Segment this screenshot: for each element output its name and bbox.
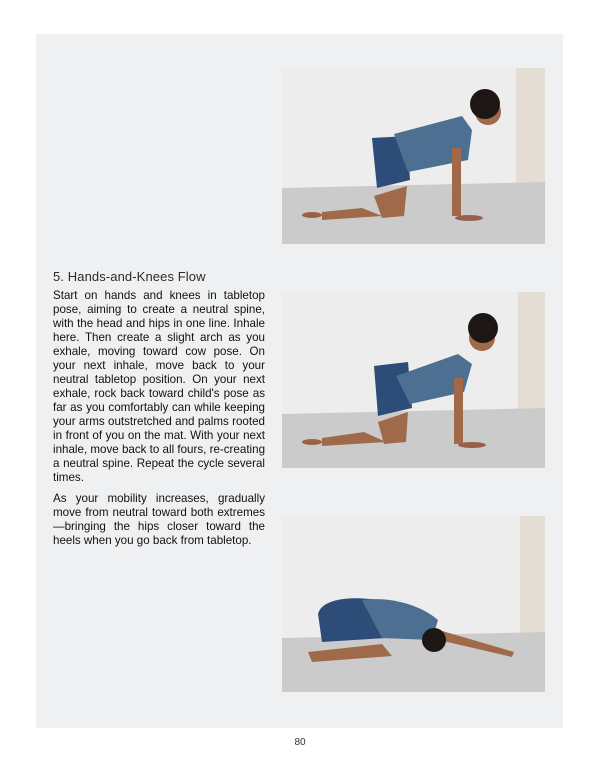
body-paragraph: Start on hands and knees in tabletop pose, aiming to create a neutral spine, with the head and hips in one line. Inhale here. Then create a slight arch as you exhale, moving toward cow pose. On your next inhale, move back to your neutral tabletop position. On your next exhale, rock back toward child's pose as far as you comfortably can while keeping your arms outstretched and palms rooted in front of you on the mat. With your next inhale, move back to all fours, re-creating a neutral spine. Repeat the cycle several times. xyxy=(53,289,266,484)
page-number: 80 xyxy=(294,737,306,748)
tabletop-pose-photo xyxy=(282,68,545,244)
cow-pose-photo xyxy=(282,292,545,468)
body-paragraph: As your mobility increases, gradually move from neutral toward both extremes—bringing the hips closer toward the heels when you go back from tabletop. xyxy=(53,492,265,547)
section-heading: 5. Hands-and-Knees Flow xyxy=(53,269,206,284)
childs-pose-photo xyxy=(282,516,545,692)
